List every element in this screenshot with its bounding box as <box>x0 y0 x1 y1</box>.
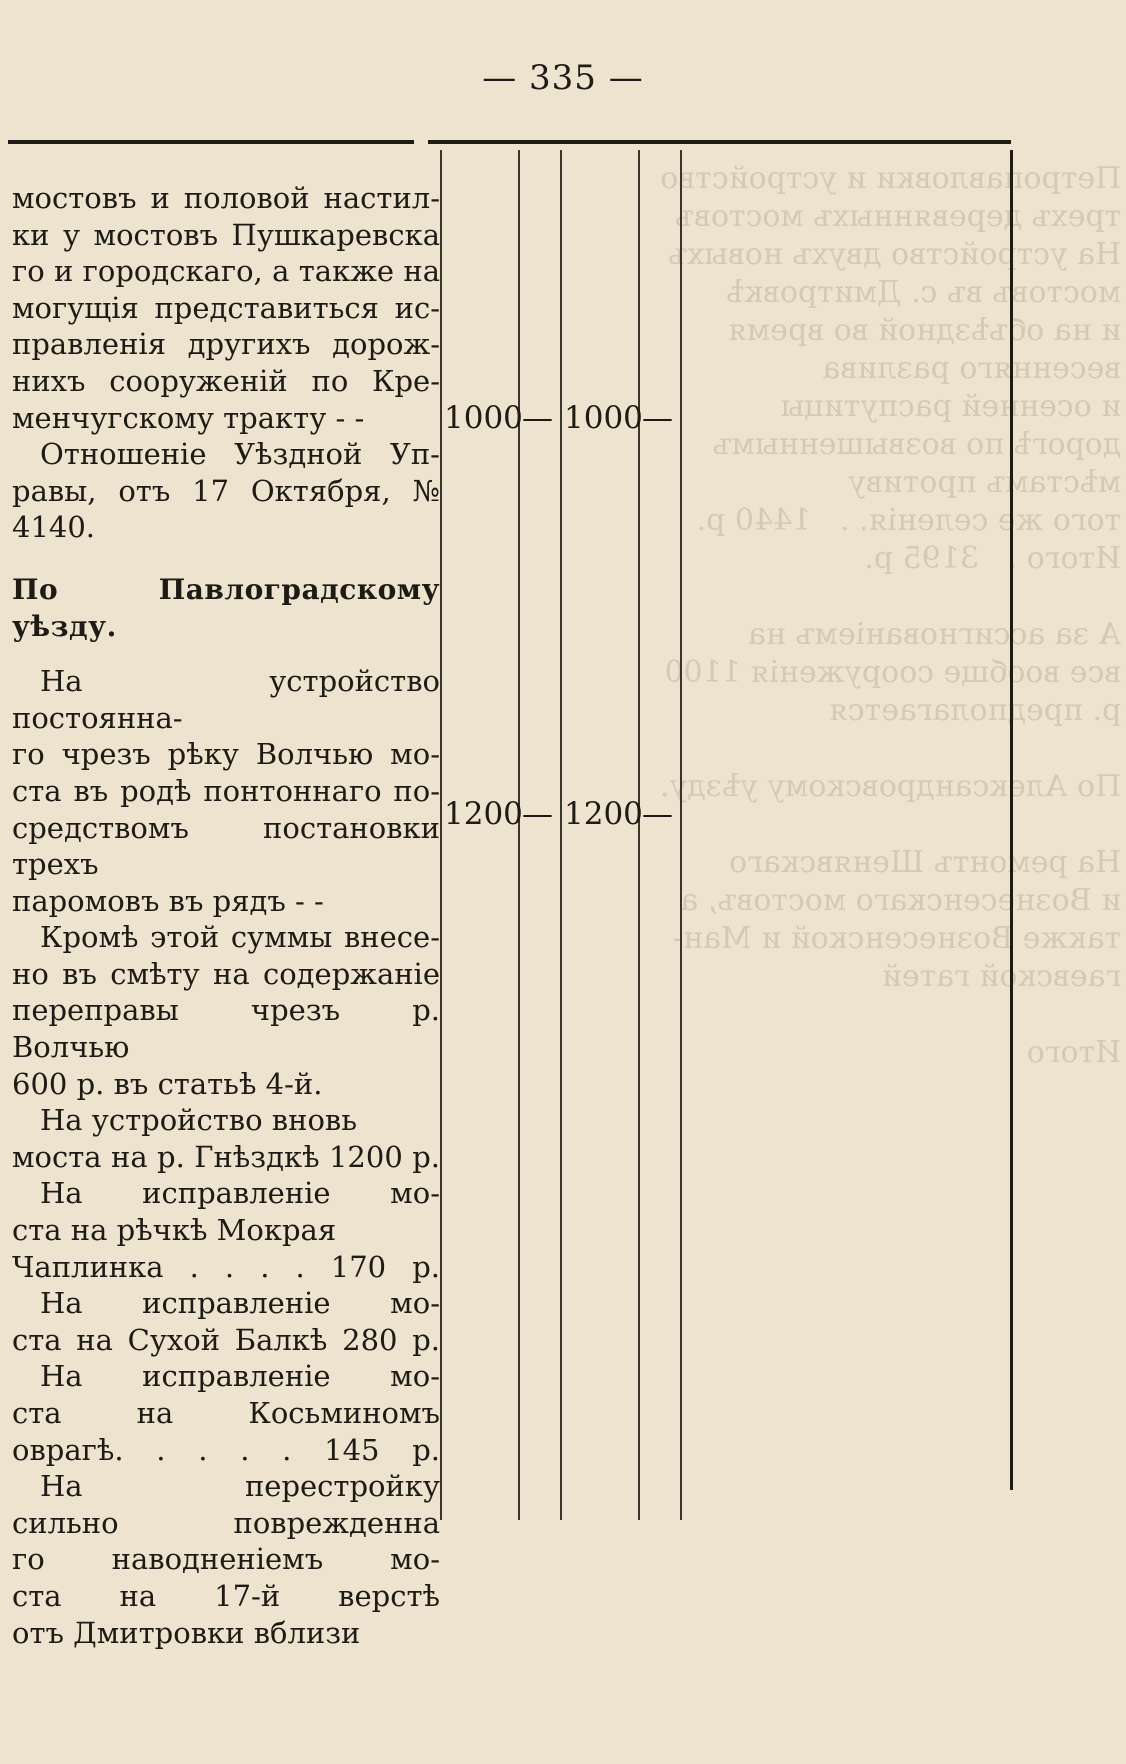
text-line: Отношеніе Уѣздной Уп- <box>40 437 440 472</box>
text-column <box>12 180 440 1651</box>
entry-mokraya-chaplinka <box>12 1175 440 1285</box>
text-line: мостовъ и половой настил- <box>12 181 440 215</box>
text-line: ста въ родѣ понтоннаго по- <box>12 773 440 808</box>
entry-kosminom-ravine <box>12 1358 440 1468</box>
column-divider <box>560 150 562 1520</box>
text-line: го чрезъ рѣку Волчью мо- <box>12 737 440 772</box>
text-line: равы, отъ 17 Октября, № <box>12 473 440 508</box>
text-line: менчугскому тракту - - <box>12 400 365 435</box>
amount-dash: — <box>642 400 673 436</box>
text-line: ста на 17-й верстѣ <box>12 1578 440 1613</box>
entry-note-maintenance <box>12 919 440 1102</box>
entry-gnezdka-bridge <box>12 1102 440 1175</box>
text-line: паромовъ въ рядъ - - <box>12 883 324 918</box>
text-line: На исправленіе мо- <box>40 1176 440 1211</box>
text-line: го наводненіемъ мо- <box>12 1542 440 1577</box>
text-line: На исправленіе мо- <box>40 1286 440 1321</box>
text-line: правленія другихъ дорож- <box>12 327 440 362</box>
amount-granted: 1200 <box>564 796 643 832</box>
text-line: средствомъ постановки трехъ <box>12 810 440 882</box>
text-line: 600 р. въ статьѣ 4-й. <box>12 1066 323 1101</box>
text-line: отъ Дмитровки вблизи <box>12 1615 361 1650</box>
column-divider <box>440 150 442 1520</box>
text-line: оврагѣ. . . . . 145 р. <box>12 1432 440 1467</box>
text-line: сильно поврежденна <box>12 1505 440 1540</box>
text-line: Чаплинка . . . . 170 р. <box>12 1249 440 1284</box>
entry-reference <box>12 436 440 546</box>
amount-requested: 1200 <box>444 796 523 832</box>
amount-dash: — <box>522 796 553 832</box>
entry-sukhaya-balka <box>12 1285 440 1358</box>
amount-dash: — <box>522 400 553 436</box>
text-line: но въ смѣту на содержаніе <box>12 956 440 991</box>
text-line: го и городскаго, а также на <box>12 254 440 289</box>
column-divider <box>518 150 520 1520</box>
text-line: На исправленіе мо- <box>40 1359 440 1394</box>
text-line: На перестройку <box>40 1469 440 1504</box>
section-heading: По Павлоградскому уѣзду. <box>12 572 440 643</box>
text-line: На устройство постоянна- <box>12 664 440 735</box>
amount-requested: 1000 <box>444 400 523 436</box>
text-line: На устройство вновь <box>40 1103 358 1138</box>
text-line: переправы чрезъ р. Волчью <box>12 993 440 1065</box>
text-line: Кромѣ этой суммы внесе- <box>40 920 440 955</box>
header-rule <box>428 140 1011 144</box>
column-divider <box>1010 150 1013 1490</box>
amount-granted: 1000 <box>564 400 643 436</box>
text-line: ки у мостовъ Пушкаревска <box>12 217 440 252</box>
amount-dash: — <box>642 796 673 832</box>
header-rule <box>8 140 414 144</box>
bleed-through-texture: Петропавловки и устройство трехъ деревянныхъ мостовъ На устройство двухъ новыхъ мостовъ въ с. Дмитровкѣ и на объѣздной во время весенняго разлива и осенней распутицы дорогѣ по возвышеннымъ мѣстамъ противу того же селенія. . 1440 р. Итого 3195 р. А за ассигнованіемъ на все вообще сооруженія 1100 р. предполагается По Александровскому уѣзду. На ремонтъ Шенявскаго и Вознесенскаго мостовъ, а также Вознесенской и Ман- гаевской гатей Итого <box>660 161 1122 1070</box>
text-line: могущія представиться ис- <box>12 290 440 325</box>
text-line: 4140. <box>12 510 96 545</box>
entry-volchya-bridge <box>12 663 440 919</box>
entry-kremenchug-road <box>12 180 440 436</box>
page-number: — 335 — <box>482 58 644 98</box>
text-line: ста на Сухой Балкѣ 280 р. <box>12 1322 440 1357</box>
text-line: моста на р. Гнѣздкѣ 1200 р. <box>12 1139 440 1174</box>
text-line: ста на рѣчкѣ Мокрая <box>12 1213 337 1248</box>
text-line: нихъ сооруженій по Кре- <box>12 363 440 398</box>
entry-dmitrovka-bridge <box>12 1468 440 1651</box>
column-divider <box>680 150 682 1520</box>
column-divider <box>638 150 640 1520</box>
text-line: ста на Косьминомъ <box>12 1396 440 1430</box>
